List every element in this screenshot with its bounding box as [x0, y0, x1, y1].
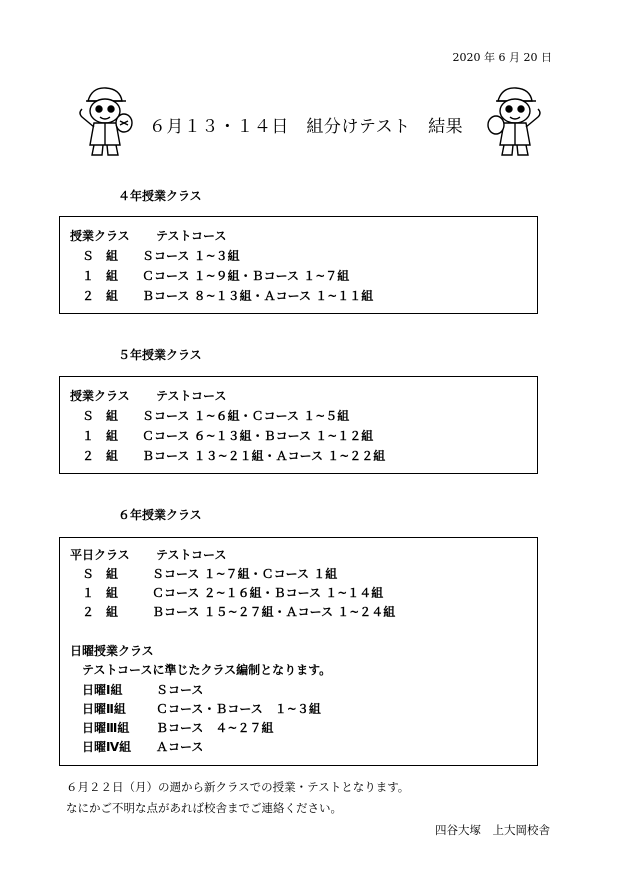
sunday-heading: 日曜授業クラス: [70, 644, 154, 658]
grade5-label: ５年授業クラス: [118, 348, 202, 362]
grade4-results-box: 授業クラス テストコース Ｓ 組 Ｓコース １~３組 １ 組 Ｃコース １~９組・Ｂコース １~７組 ２ 組 Ｂコース ８~１３組・Ａコース １~１１組: [59, 216, 538, 314]
baseball-boy-mascot-icon: [76, 83, 134, 159]
header-class: 授業クラス: [70, 229, 130, 243]
grade4-label: ４年授業クラス: [118, 189, 202, 203]
notice-line-1: ６月２２日（月）の週から新クラスでの授業・テストとなります。: [66, 780, 410, 794]
page-title: ６月１３・１４日 組分けテスト 結果: [148, 117, 464, 137]
grade6-results-box: 平日クラス テストコース Ｓ 組 Ｓコース １~７組・Ｃコース １組 １ 組 Ｃコース ２~１６組・Ｂコース １~１４組 ２ 組 Ｂコース １５~２７組・Ａコース １~２４組 日曜授業クラス テストコースに準じたクラス編制となります。 日曜Ⅰ組 Ｓコース 日曜Ⅱ組 Ｃコース・Ｂコース １~３組 日曜Ⅲ組 Ｂコース ４~２７組 日曜Ⅳ組 Ａコース: [59, 537, 538, 766]
sunday-note: テストコースに準じたクラス編制となります。: [82, 663, 332, 677]
school-signature: 四谷大塚 上大岡校舎: [435, 823, 550, 837]
notice-line-2: なにかご不明な点があれば校舎までご連絡ください。: [66, 801, 342, 815]
baseball-boy-mascot-icon: [486, 83, 544, 159]
grade5-results-box: 授業クラス テストコース Ｓ 組 Ｓコース １~６組・Ｃコース １~５組 １ 組 Ｃコース ６~１３組・Ｂコース １~１２組 ２ 組 Ｂコース １３~２１組・Ａコース １~２２組: [59, 376, 538, 474]
header-course: テストコース: [156, 229, 227, 243]
grade6-label: ６年授業クラス: [118, 508, 202, 522]
document-date: 2020 年 6 月 20 日: [452, 51, 552, 64]
